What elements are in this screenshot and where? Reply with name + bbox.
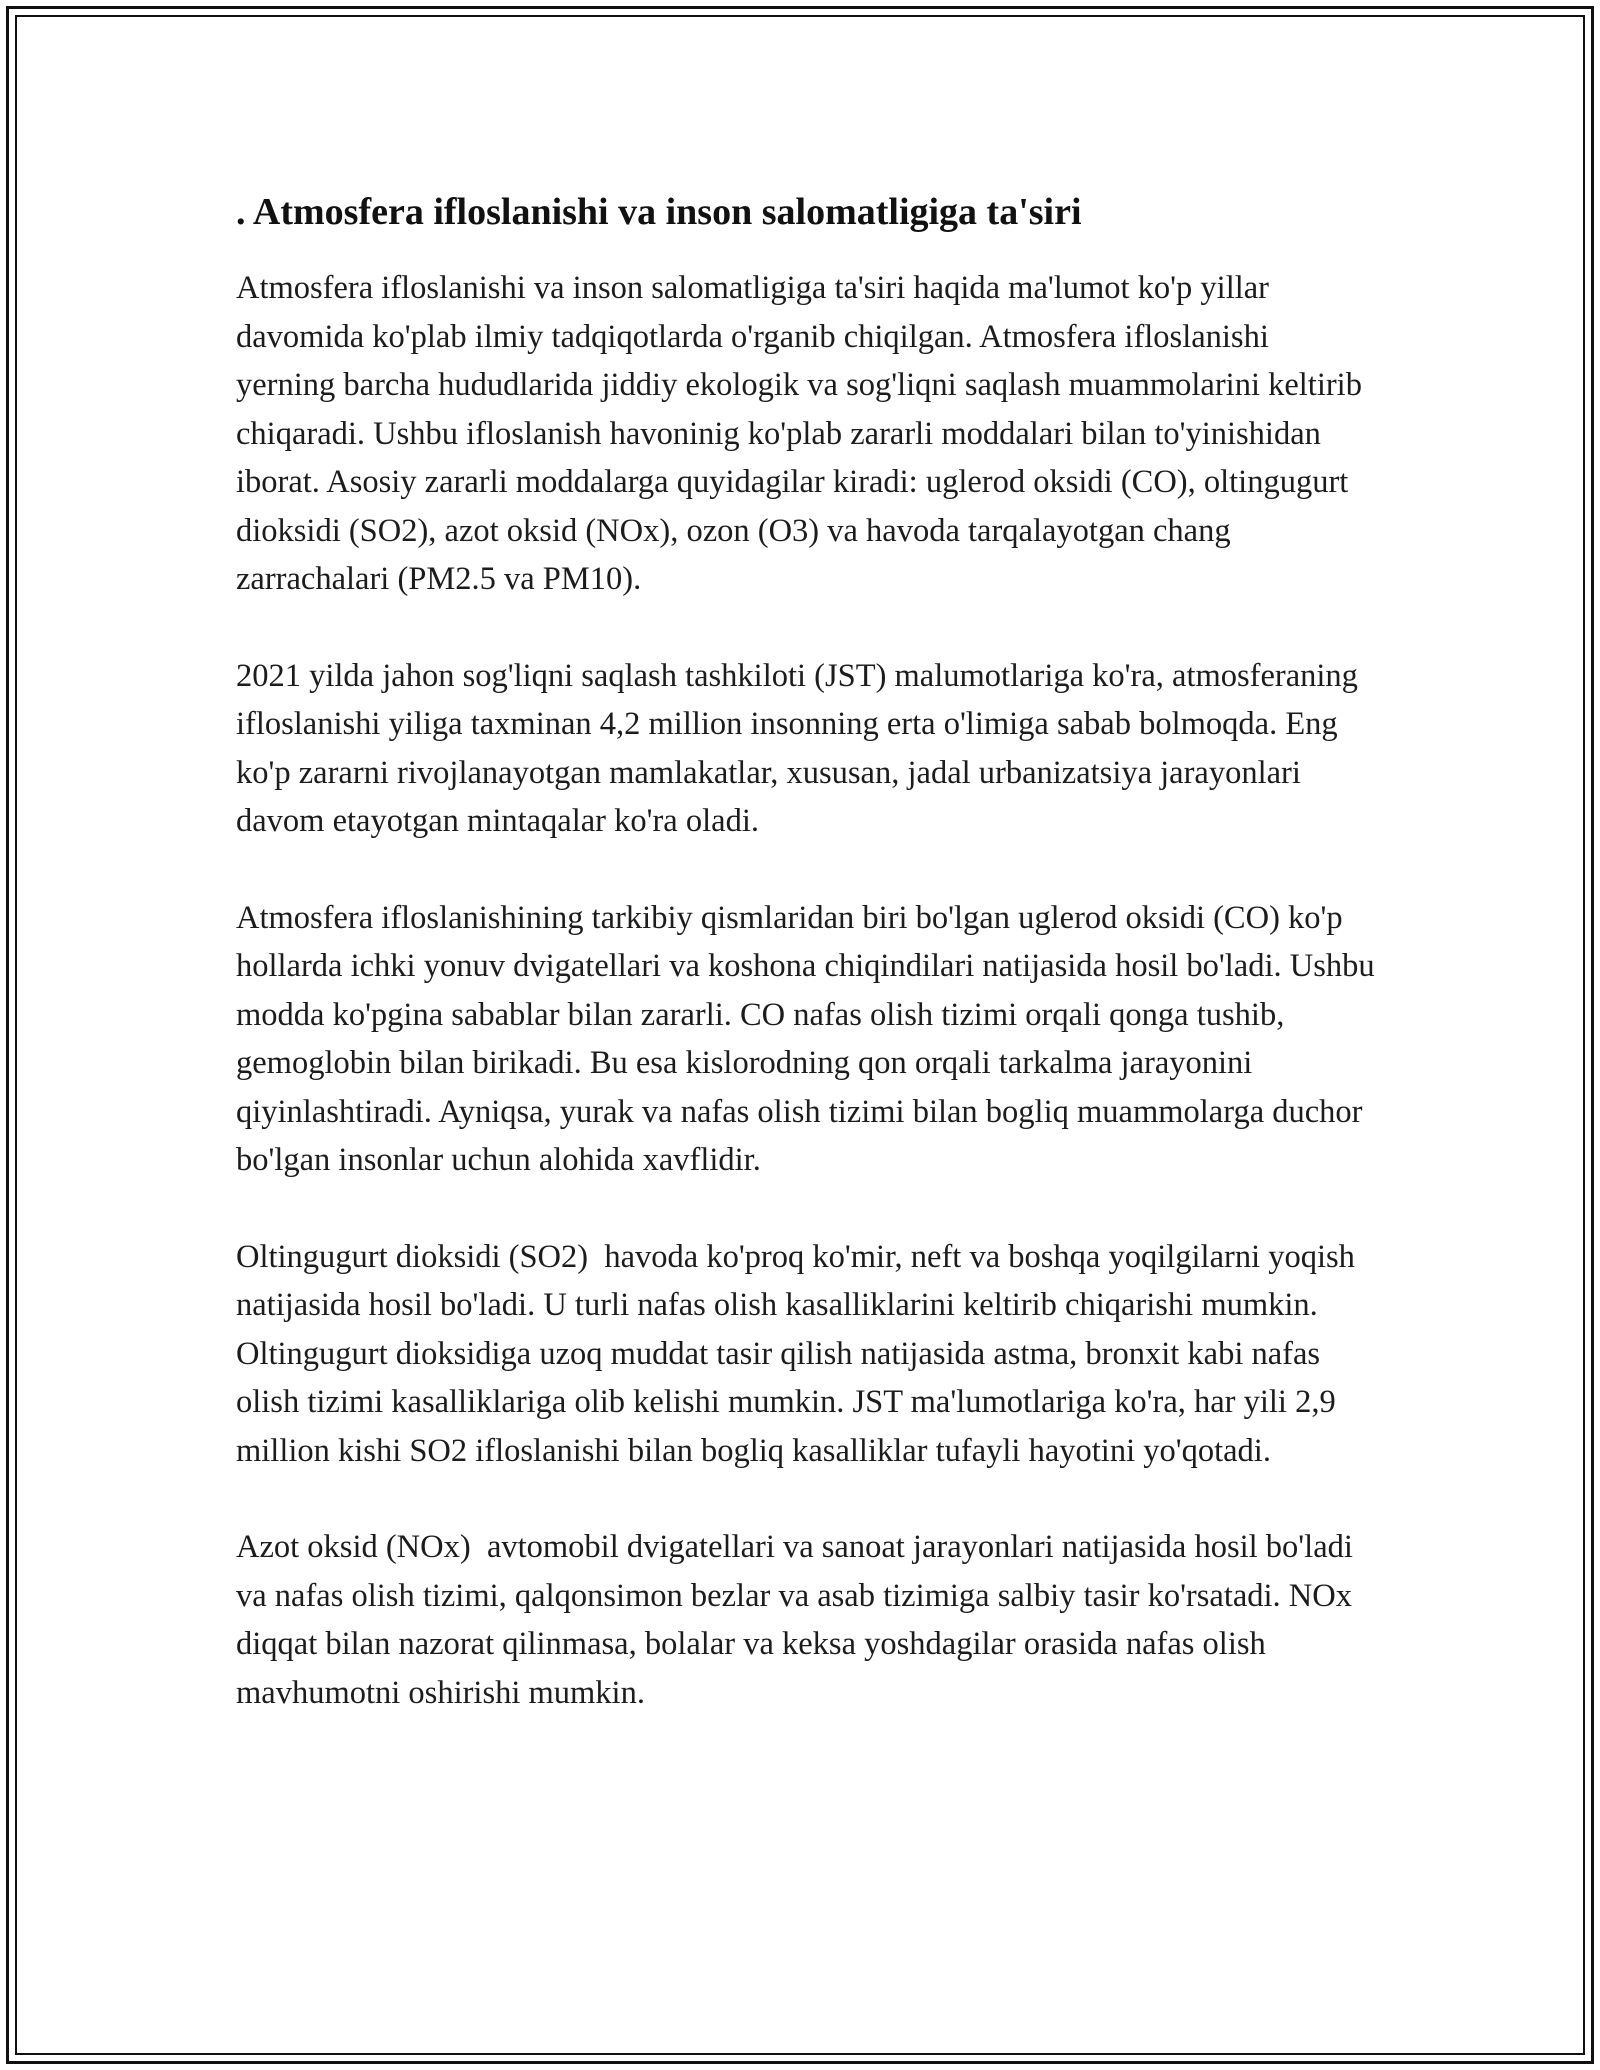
paragraph-sulfur-dioxide: Oltingugurt dioksidi (SO2) havoda ko'proq ko'mir, neft va boshqa yoqilgilarni yoqish natijasida hosil bo'ladi. U turli nafas olish kasalliklarini keltirib chiqarishi mumkin. Oltingugurt dioksidiga uzoq muddat tasir qilish natijasida astma, bronxit kabi nafas olish tizimi kasalliklariga olib kelishi mumkin. JST ma'lumotlariga ko'ra, har yili 2,9 million kishi SO2 ifloslanishi bilan bogliq kasalliklar tufayli hayotini yo'qotadi.	[236, 1238, 1364, 1469]
paragraph-nitrogen-oxide: Azot oksid (NOx) avtomobil dvigatellari va sanoat jarayonlari natijasida hosil bo'ladi va nafas olish tizimi, qalqonsimon bezlar va asab tizimiga salbiy tasir ko'rsatadi. NOx diqqat bilan nazorat qilinmasa, bolalar va keksa yoshdagilar orasida nafas olish mavhumotni oshirishi mumkin.	[236, 1529, 1362, 1711]
paragraph-who-statistics: 2021 yilda jahon sog'liqni saqlash tashkiloti (JST) malumotlariga ko'ra, atmosferaning ifloslanishi yiliga taxminan 4,2 million insonning erta o'limiga sabab bolmoqda. Eng ko'p zararni rivojlanayotgan mamlakatlar, xususan, jadal urbanizatsiya jarayonlari davom etayotgan mintaqalar ko'ra oladi.	[236, 657, 1367, 839]
paragraph-carbon-monoxide: Atmosfera ifloslanishining tarkibiy qismlaridan biri bo'lgan uglerod oksidi (CO) ko'p hollarda ichki yonuv dvigatellari va koshona chiqindilari natijasida hosil bo'ladi. Ushbu modda ko'pgina sabablar bilan zararli. CO nafas olish tizimi orqali qonga tushib, gemoglobin bilan birikadi. Bu esa kislorodning qon orqali tarkalma jarayonini qiyinlashtiradi. Ayniqsa, yurak va nafas olish tizimi bilan bogliq muammolarga duchor bo'lgan insonlar uchun alohida xavflidir.	[236, 899, 1383, 1178]
document-title: . Atmosfera ifloslanishi va inson salomatligiga ta'siri	[236, 191, 1082, 233]
document-body	[236, 186, 1383, 1765]
paragraph-intro: Atmosfera ifloslanishi va inson salomatligiga ta'siri haqida ma'lumot ko'p yillar davomida ko'plab ilmiy tadqiqotlarda o'rganib chiqilgan. Atmosfera ifloslanishi yerning barcha hududlarida jiddiy ekologik va sog'liqni saqlash muammolarini keltirib chiqaradi. Ushbu ifloslanish havoninig ko'plab zararli moddalari bilan to'yinishidan iborat. Asosiy zararli moddalarga quyidagilar kiradi: uglerod oksidi (CO), oltingugurt dioksidi (SO2), azot oksid (NOx), ozon (O3) va havoda tarqalayotgan chang zarrachalari (PM2.5 va PM10).	[236, 270, 1371, 597]
